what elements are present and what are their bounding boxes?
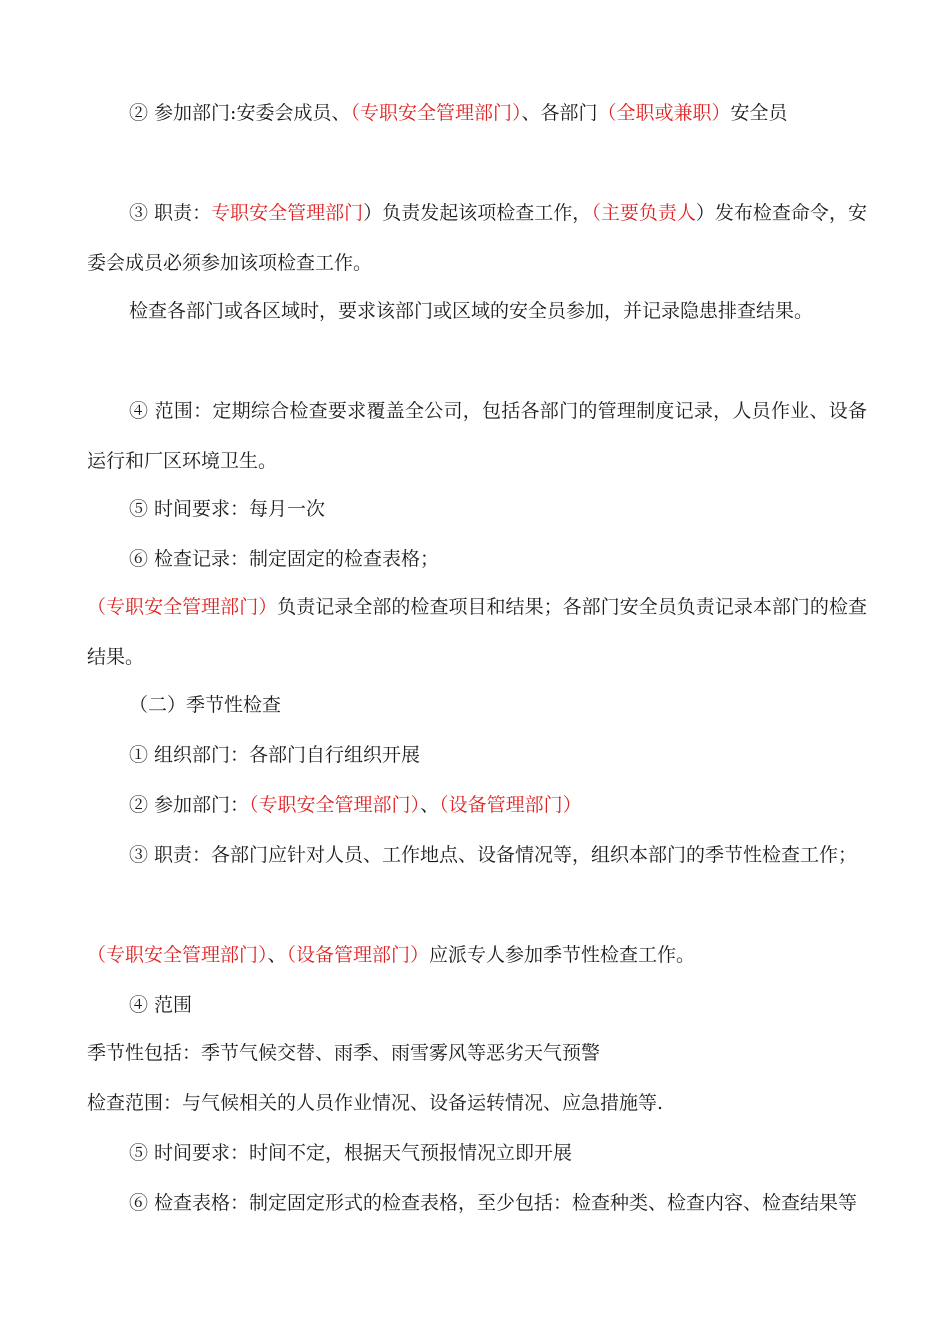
paragraph-duties: [87, 188, 867, 288]
paragraph-inspection-areas: [87, 286, 867, 336]
highlight-text: （专职安全管理部门）: [350, 102, 522, 124]
text-run: 负责记录全部的检查项目和结果；各部门安全员负责记录本部门的检查结果。: [87, 596, 867, 668]
text-run: ⑥ 检查表格：制定固定形式的检查表格，至少包括：检查种类、检查内容、检查结果等: [129, 1192, 858, 1214]
text-run: ③ 职责：各部门应针对人员、工作地点、设备情况等，组织本部门的季节性检查工作；: [129, 844, 858, 866]
paragraph-inspection-form: [87, 1188, 867, 1218]
paragraph-scope-heading: [87, 980, 867, 1030]
highlight-text: （专职安全管理部门）: [87, 596, 278, 618]
highlight-text: （专职安全管理部门）: [87, 944, 268, 966]
paragraph-seasonal-duties: [87, 830, 867, 880]
text-run: ⑥ 检查记录：制定固定的检查表格；: [129, 548, 440, 570]
paragraph-record-responsibility: [87, 582, 867, 682]
highlight-text: （全职或兼职）: [597, 102, 731, 124]
text-run: 检查范围：与气候相关的人员作业情况、设备运转情况、应急措施等.: [87, 1092, 664, 1114]
text-run: 、各部门: [521, 102, 598, 124]
paragraph-inspection-record: [87, 534, 867, 584]
text-run: 、: [420, 794, 440, 816]
section-heading-seasonal-inspection: [87, 680, 867, 730]
paragraph-inspection-range: [87, 1078, 867, 1128]
paragraph-seasonal-time: [87, 1128, 867, 1178]
text-run: 、: [267, 944, 287, 966]
paragraph-seasonal-includes: [87, 1028, 867, 1078]
highlight-text: （主要负责人: [591, 202, 696, 224]
text-run: ② 参加部门:安委会成员、: [129, 102, 351, 124]
text-run: 安全员: [730, 102, 788, 124]
highlight-text: （设备管理部门）: [286, 944, 430, 966]
text-run: ）负责发起该项检查工作，: [363, 202, 592, 224]
highlight-text: （专职安全管理部门）: [249, 794, 421, 816]
paragraph-scope: [87, 386, 867, 486]
paragraph-organizing-department: [87, 730, 867, 780]
text-run: ⑤ 时间要求：每月一次: [129, 498, 326, 520]
text-run: ⑤ 时间要求：时间不定，根据天气预报情况立即开展: [129, 1142, 573, 1164]
paragraph-dispatch-staff: [87, 930, 867, 980]
paragraph-participating-departments: [87, 780, 867, 830]
text-run: ② 参加部门：: [129, 794, 250, 816]
paragraph-time-requirement: [87, 484, 867, 534]
text-run: ① 组织部门：各部门自行组织开展: [129, 744, 421, 766]
text-run: （二）季节性检查: [129, 694, 282, 716]
text-run: ④ 范围：定期综合检查要求覆盖全公司，包括各部门的管理制度记录，人员作业、设备运行和厂区环境卫生。: [87, 400, 867, 472]
paragraph-participants: [87, 88, 867, 138]
text-run: 季节性包括：季节气候交替、雨季、雨雪雾风等恶劣天气预警: [87, 1042, 601, 1064]
highlight-text: （设备管理部门）: [439, 794, 582, 816]
text-run: 应派专人参加季节性检查工作。: [429, 944, 696, 966]
text-run: ）发布检查命令，安委会成员必须参加该项检查工作。: [87, 202, 867, 274]
text-run: ③ 职责：: [129, 202, 212, 224]
text-run: ④ 范围: [129, 994, 193, 1016]
highlight-text: 专职安全管理部门: [211, 202, 364, 224]
text-run: 检查各部门或各区域时，要求该部门或区域的安全员参加，并记录隐患排查结果。: [129, 300, 814, 322]
